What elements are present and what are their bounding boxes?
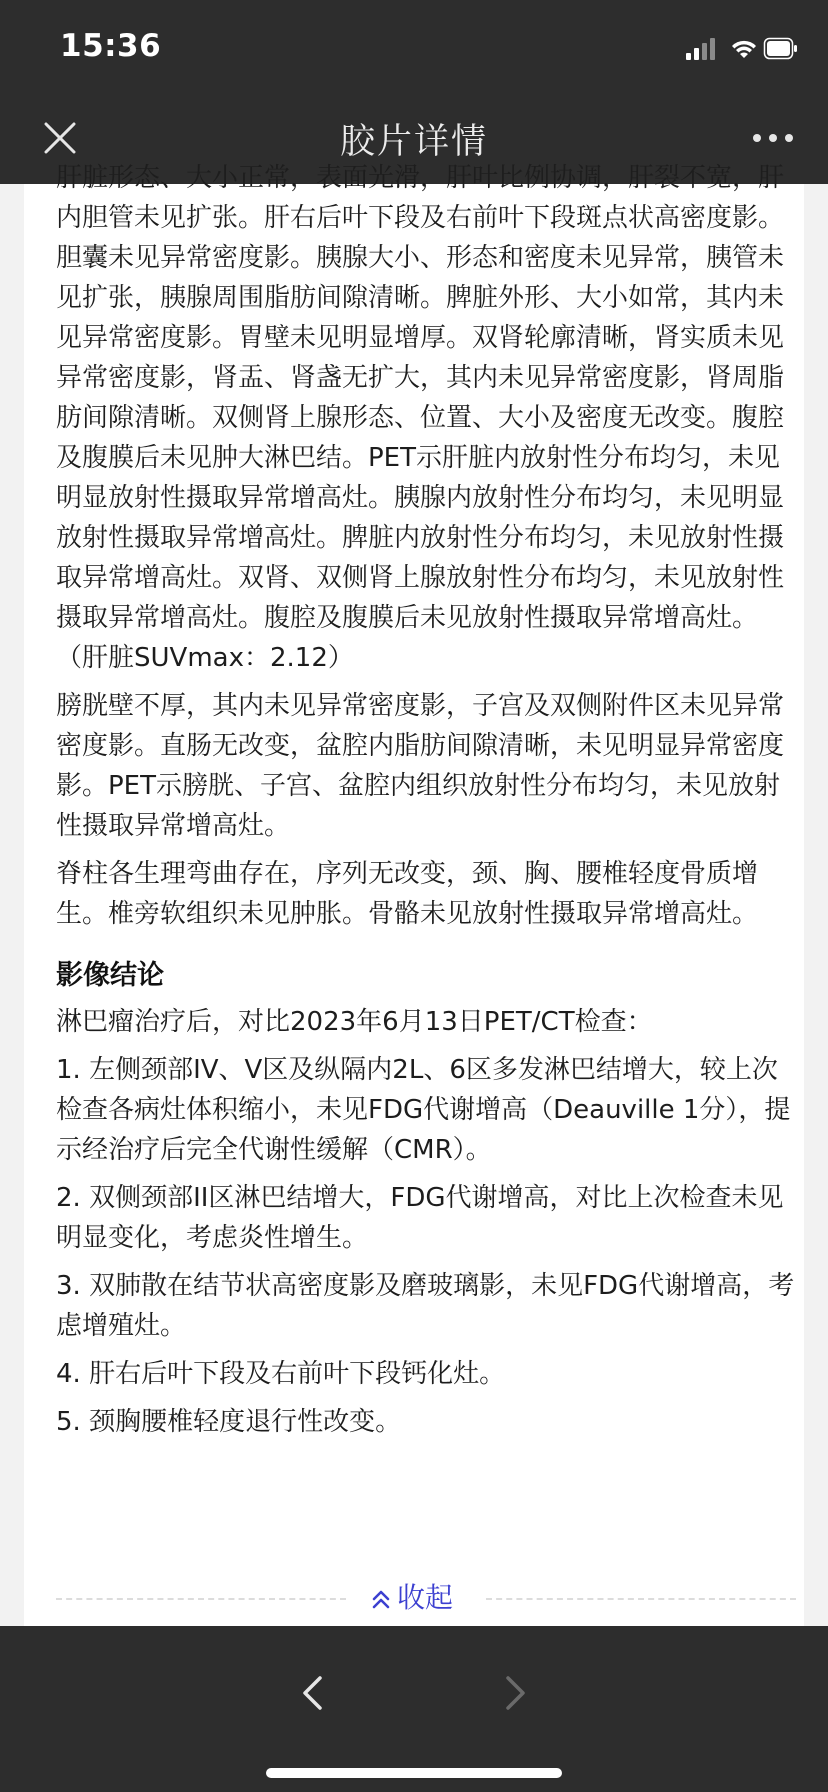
status-time: 15:36 <box>60 28 162 64</box>
conclusion-item: 2. 双侧颈部II区淋巴结增大，FDG代谢增高，对比上次检查未见明显变化，考虑炎性增生。 <box>56 1183 784 1253</box>
home-indicator <box>266 1768 562 1778</box>
bottom-toolbar <box>0 1626 828 1792</box>
collapse-row <box>56 1580 796 1616</box>
report-paragraph-spine: 脊柱各生理弯曲存在，序列无改变，颈、胸、腰椎轻度骨质增生。椎旁软组织未见肿胀。骨骼未见放射性摄取异常增高灶。 <box>56 859 759 929</box>
forward-button[interactable] <box>492 1670 538 1716</box>
report-paragraph-pelvis: 膀胱壁不厚，其内未见异常密度影，子宫及双侧附件区未见异常密度影。直肠无改变，盆腔内脂肪间隙清晰，未见明显异常密度影。PET示膀胱、子宫、盆腔内组织放射性分布均匀，未见放射性摄取异常增高灶。 <box>56 691 785 841</box>
status-icons <box>686 36 798 62</box>
more-icon <box>748 122 798 154</box>
conclusion-item: 3. 双肺散在结节状高密度影及磨玻璃影，未见FDG代谢增高，考虑增殖灶。 <box>56 1271 795 1341</box>
battery-icon <box>765 39 798 59</box>
divider-left <box>56 1598 346 1600</box>
double-chevron-up-icon <box>371 1588 391 1610</box>
signal-icon <box>686 38 715 60</box>
conclusion-item: 5. 颈胸腰椎轻度退行性改变。 <box>56 1407 402 1437</box>
conclusion-heading: 影像结论 <box>56 960 164 991</box>
status-indicators-icon <box>686 36 798 62</box>
report-body <box>56 158 796 1450</box>
chevron-left-icon <box>290 1670 336 1716</box>
status-bar <box>0 0 828 92</box>
conclusion-item: 1. 左侧颈部IV、V区及纵隔内2L、6区多发淋巴结增大，较上次检查各病灶体积缩小，未见FDG代谢增高（Deauville 1分），提示经治疗后完全代谢性缓解（CMR）。 <box>56 1055 791 1165</box>
wifi-icon <box>732 41 756 58</box>
back-button[interactable] <box>290 1670 336 1716</box>
collapse-label: 收起 <box>397 1581 454 1614</box>
divider-right <box>486 1598 796 1600</box>
conclusion-item: 4. 肝右后叶下段及右前叶下段钙化灶。 <box>56 1359 506 1389</box>
more-button[interactable] <box>748 122 798 154</box>
chevron-right-icon <box>492 1670 538 1716</box>
page-title: 胶片详情 <box>339 122 488 162</box>
report-paragraph-abdomen: 肝脏形态、大小正常，表面光滑，肝叶比例协调，肝裂不宽，肝内胆管未见扩张。肝右后叶下段及右前叶下段斑点状高密度影。胆囊未见异常密度影。胰腺大小、形态和密度未见异常，胰管未见扩张，胰腺周围脂肪间隙清晰。脾脏外形、大小如常，其内未见异常密度影。胃壁未见明显增厚。双肾轮廓清晰，肾实质未见异常密度影，肾盂、肾盏无扩大，其内未见异常密度影，肾周脂肪间隙清晰。双侧肾上腺形态、位置、大小及密度无改变。腹腔及腹膜后未见肿大淋巴结。PET示肝脏内放射性分布均匀，未见明显放射性摄取异常增高灶。胰腺内放射性分布均匀，未见明显放射性摄取异常增高灶。脾脏内放射性分布均匀，未见放射性摄取异常增高灶。双肾、双侧肾上腺放射性分布均匀，未见放射性摄取异常增高灶。腹腔及腹膜后未见放射性摄取异常增高灶。（肝脏SUVmax：2.12） <box>56 163 785 673</box>
conclusion-intro: 淋巴瘤治疗后，对比2023年6月13日PET/CT检查： <box>56 1007 653 1037</box>
report-card[interactable] <box>24 163 804 1626</box>
collapse-button[interactable] <box>371 1580 453 1616</box>
